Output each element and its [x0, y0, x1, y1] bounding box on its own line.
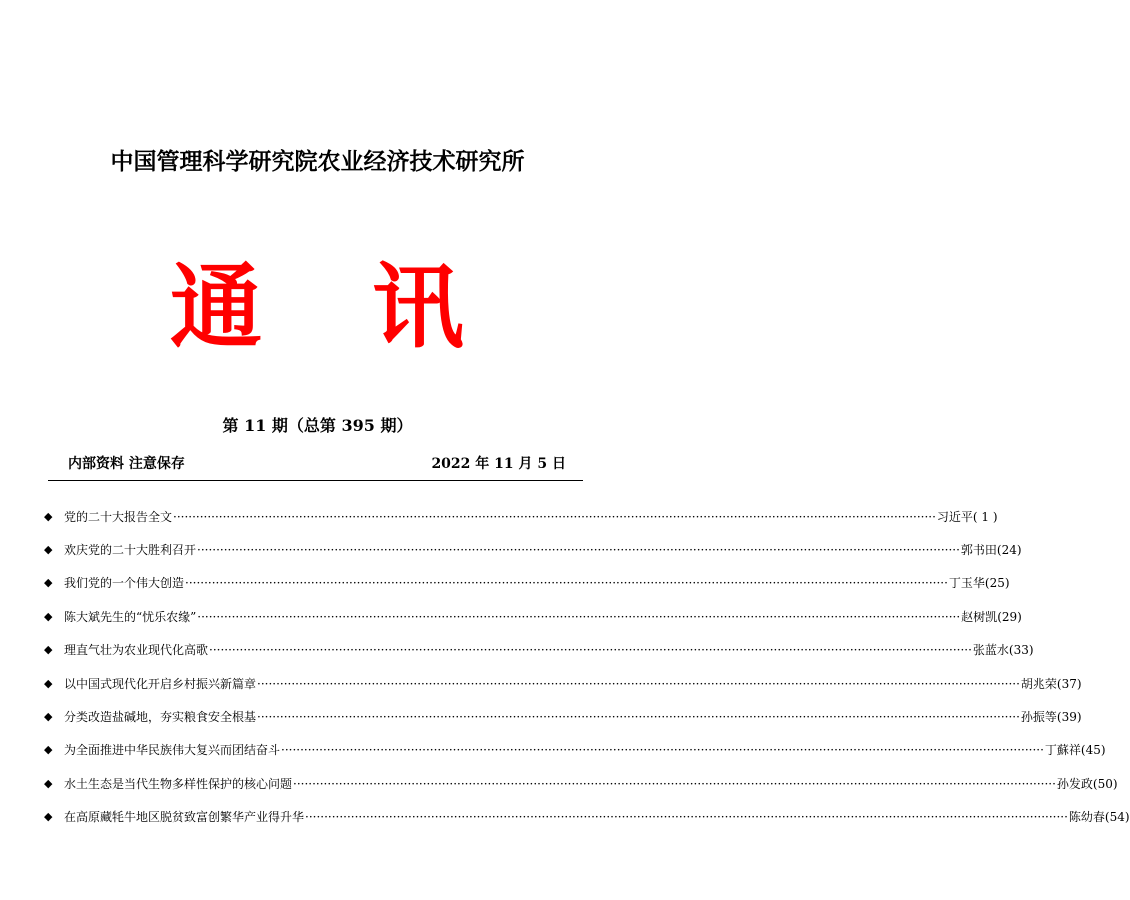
- toc-leader-dots: ········································································································································································································: [197, 609, 961, 624]
- toc-author: 郭书田: [960, 543, 997, 558]
- toc-leader-dots: ········································································································································································································: [293, 776, 1056, 791]
- toc-author: 赵树凯: [961, 609, 998, 624]
- toc-page: ( 1 ): [972, 509, 998, 524]
- masthead-char-left: 通: [170, 254, 263, 361]
- toc-author: 胡兆荣: [1020, 676, 1057, 691]
- toc-author: 张蓝水: [972, 643, 1009, 658]
- toc-page: (29): [997, 609, 1022, 624]
- toc-title: 欢庆党的二十大胜利召开: [64, 543, 197, 558]
- toc-item: [44, 667, 1082, 700]
- toc-page: (37): [1056, 676, 1082, 691]
- toc-leader-dots: ········································································································································································································: [257, 710, 1020, 725]
- toc-leader-dots: ········································································································································································································: [185, 576, 948, 591]
- toc-item: [44, 600, 1022, 633]
- meta-row: [68, 452, 566, 476]
- toc-leader-dots: ········································································································································································································: [305, 810, 1068, 825]
- toc-item: [44, 801, 1130, 834]
- toc-page: (45): [1080, 743, 1106, 758]
- toc-item: [44, 533, 1022, 566]
- toc-title: 党的二十大报告全文: [64, 509, 173, 524]
- toc-author: 孙发政: [1056, 776, 1093, 791]
- toc-title: 水土生态是当代生物多样性保护的核心问题: [64, 776, 293, 791]
- toc-leader-dots: ········································································································································································································: [209, 643, 972, 658]
- toc-leader-dots: ········································································································································································································: [281, 743, 1044, 758]
- issue-number: 第 11 期（总第 395 期）: [222, 416, 413, 435]
- toc-author: 丁蘇祥: [1044, 743, 1081, 758]
- toc-item: [44, 634, 1034, 667]
- diamond-bullet-icon: ◆: [44, 676, 53, 690]
- toc-page: (33): [1008, 643, 1034, 658]
- toc-page: (25): [984, 576, 1010, 591]
- diamond-bullet-icon: ◆: [44, 543, 53, 557]
- confidential-notice: 内部资料 注意保存: [68, 456, 185, 472]
- toc-title: 我们党的一个伟大创造: [64, 576, 185, 591]
- toc-page: (39): [1056, 710, 1082, 725]
- diamond-bullet-icon: ◆: [44, 643, 53, 657]
- toc-page: (54): [1104, 810, 1130, 825]
- toc-title: 在高原藏牦牛地区脱贫致富创繁华产业得升华: [64, 810, 305, 825]
- toc-author: 丁玉华: [948, 576, 985, 591]
- organization-title: 中国管理科学研究院农业经济技术研究所: [110, 149, 525, 175]
- diamond-bullet-icon: ◆: [44, 743, 53, 757]
- divider-rule: [48, 480, 583, 481]
- diamond-bullet-icon: ◆: [44, 576, 53, 590]
- toc-title: 分类改造盐碱地，夯实粮食安全根基: [64, 710, 257, 725]
- toc-author: 孙振等: [1020, 710, 1057, 725]
- toc-item: [44, 734, 1106, 767]
- issue-date: 2022 年 11 月 5 日: [431, 456, 566, 472]
- toc-title: 陈大斌先生的“忧乐农缘”: [64, 609, 197, 624]
- diamond-bullet-icon: ◆: [44, 810, 53, 824]
- toc-author: 陈幼春: [1068, 810, 1105, 825]
- toc-leader-dots: ········································································································································································································: [197, 543, 960, 558]
- toc-page: (50): [1092, 776, 1118, 791]
- toc-page: (24): [996, 543, 1022, 558]
- toc-title: 理直气壮为农业现代化高歌: [64, 643, 209, 658]
- diamond-bullet-icon: ◆: [44, 509, 53, 523]
- diamond-bullet-icon: ◆: [44, 710, 53, 724]
- masthead-char-right: 讯: [372, 254, 465, 361]
- toc-item: [44, 767, 1118, 800]
- toc-item: [44, 567, 1010, 600]
- toc-leader-dots: ········································································································································································································: [257, 676, 1020, 691]
- toc-title: 以中国式现代化开启乡村振兴新篇章: [64, 676, 257, 691]
- table-of-contents: [44, 500, 1130, 834]
- toc-item: [44, 700, 1082, 733]
- diamond-bullet-icon: ◆: [44, 776, 53, 790]
- toc-title: 为全面推进中华民族伟大复兴而团结奋斗: [64, 743, 281, 758]
- toc-leader-dots: ········································································································································································································: [173, 509, 936, 524]
- toc-item: [44, 500, 998, 533]
- toc-author: 习近平: [936, 509, 973, 524]
- diamond-bullet-icon: ◆: [44, 609, 53, 623]
